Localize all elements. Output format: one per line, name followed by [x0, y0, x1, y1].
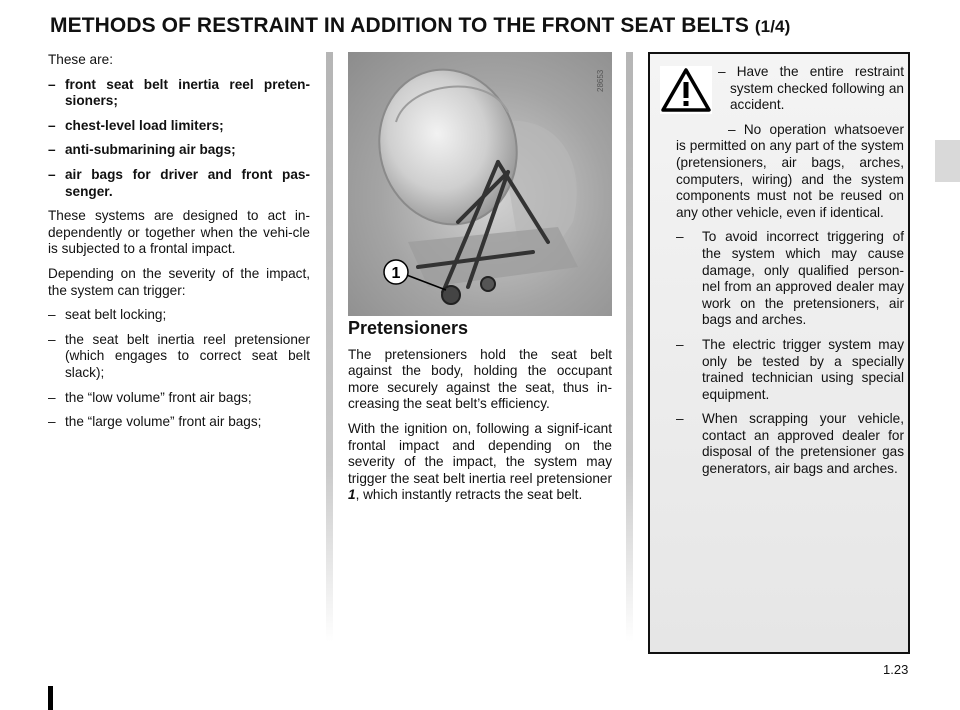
pretensioners-paragraph-1: The pretensioners hold the seat belt against the body, holding the occupant more securely against the seat, thus in-creasing the seat belt’s efficiency. [348, 346, 612, 412]
page-title [50, 14, 790, 38]
intro-text: These are: [48, 52, 113, 67]
trigger-item-3: – the “low volume” front air bags; [48, 389, 252, 405]
section-tab [935, 140, 960, 182]
warning-item-2: – The electric trigger system may only be tested by a specially trained technician using special equipment. [676, 336, 904, 402]
warning-lead-2: – No operation whatsoever is permitted on any part of the system (pretensioners, air bags, arches, computers, wiring) and the system components must not be reused on any other vehicle, even if identical. [676, 121, 904, 220]
warning-text [676, 64, 904, 486]
paragraph-independence: These systems are designed to act in-dependently or together when the vehi-cle is subjected to a frontal impact. [48, 208, 310, 257]
trigger-item-1: – seat belt locking; [48, 307, 167, 323]
paragraph-severity: Depending on the severity of the impact, the system can trigger: [48, 265, 310, 298]
trigger-item-2: – the seat belt inertia reel pretensioner (which engages to correct seat belt slack); [48, 331, 310, 380]
warning-box [648, 52, 910, 654]
warning-lead-1: – Have the entire restraint system checked following an accident. [718, 64, 904, 113]
page-part-indicator: (1/4) [754, 17, 791, 36]
warning-item-3: – When scrapping your vehicle, contact an approved dealer for disposal of the pretensioner gas generators, air bags and arches. [676, 411, 904, 477]
column-divider-left [326, 52, 333, 642]
figure-id: 28653 [596, 69, 605, 92]
pretensioners-heading: Pretensioners [348, 318, 469, 338]
callout-number: 1 [391, 265, 401, 282]
seat-airbag-drawing [348, 52, 612, 316]
system-item-3: – anti-submarining air bags; [48, 142, 236, 158]
page-number: 1.23 [883, 662, 909, 677]
left-column [48, 52, 310, 439]
airbag-shape [362, 54, 534, 240]
seat-airbag-illustration [348, 52, 612, 316]
page-corner-mark [48, 686, 53, 710]
pretensioner-reference: 1 [348, 487, 356, 503]
pretensioner-unit [442, 286, 460, 304]
system-item-1: – front seat belt inertia reel preten-sioners; [48, 76, 310, 109]
pretensioners-section [348, 320, 612, 512]
column-divider-right [626, 52, 633, 642]
pretensioners-paragraph-2: With the ignition on, following a signif-icant frontal impact and depending on the severity of the impact, the system may trigger the seat belt inertia reel pretensioner 1, which instantly retracts the seat belt. [348, 420, 612, 503]
system-item-4: – air bags for driver and front pas-senger. [48, 166, 310, 199]
anchor-point [481, 277, 495, 291]
system-item-2: – chest-level load limiters; [48, 117, 224, 133]
warning-item-1: – To avoid incorrect triggering of the system which may cause damage, only qualified person-nel from an approved dealer may work on the pretensioners, air bags and arches. [676, 229, 904, 328]
trigger-item-4: – the “large volume” front air bags; [48, 414, 262, 430]
page-title-text: METHODS OF RESTRAINT IN ADDITION TO THE FRONT SEAT BELTS [50, 14, 749, 37]
